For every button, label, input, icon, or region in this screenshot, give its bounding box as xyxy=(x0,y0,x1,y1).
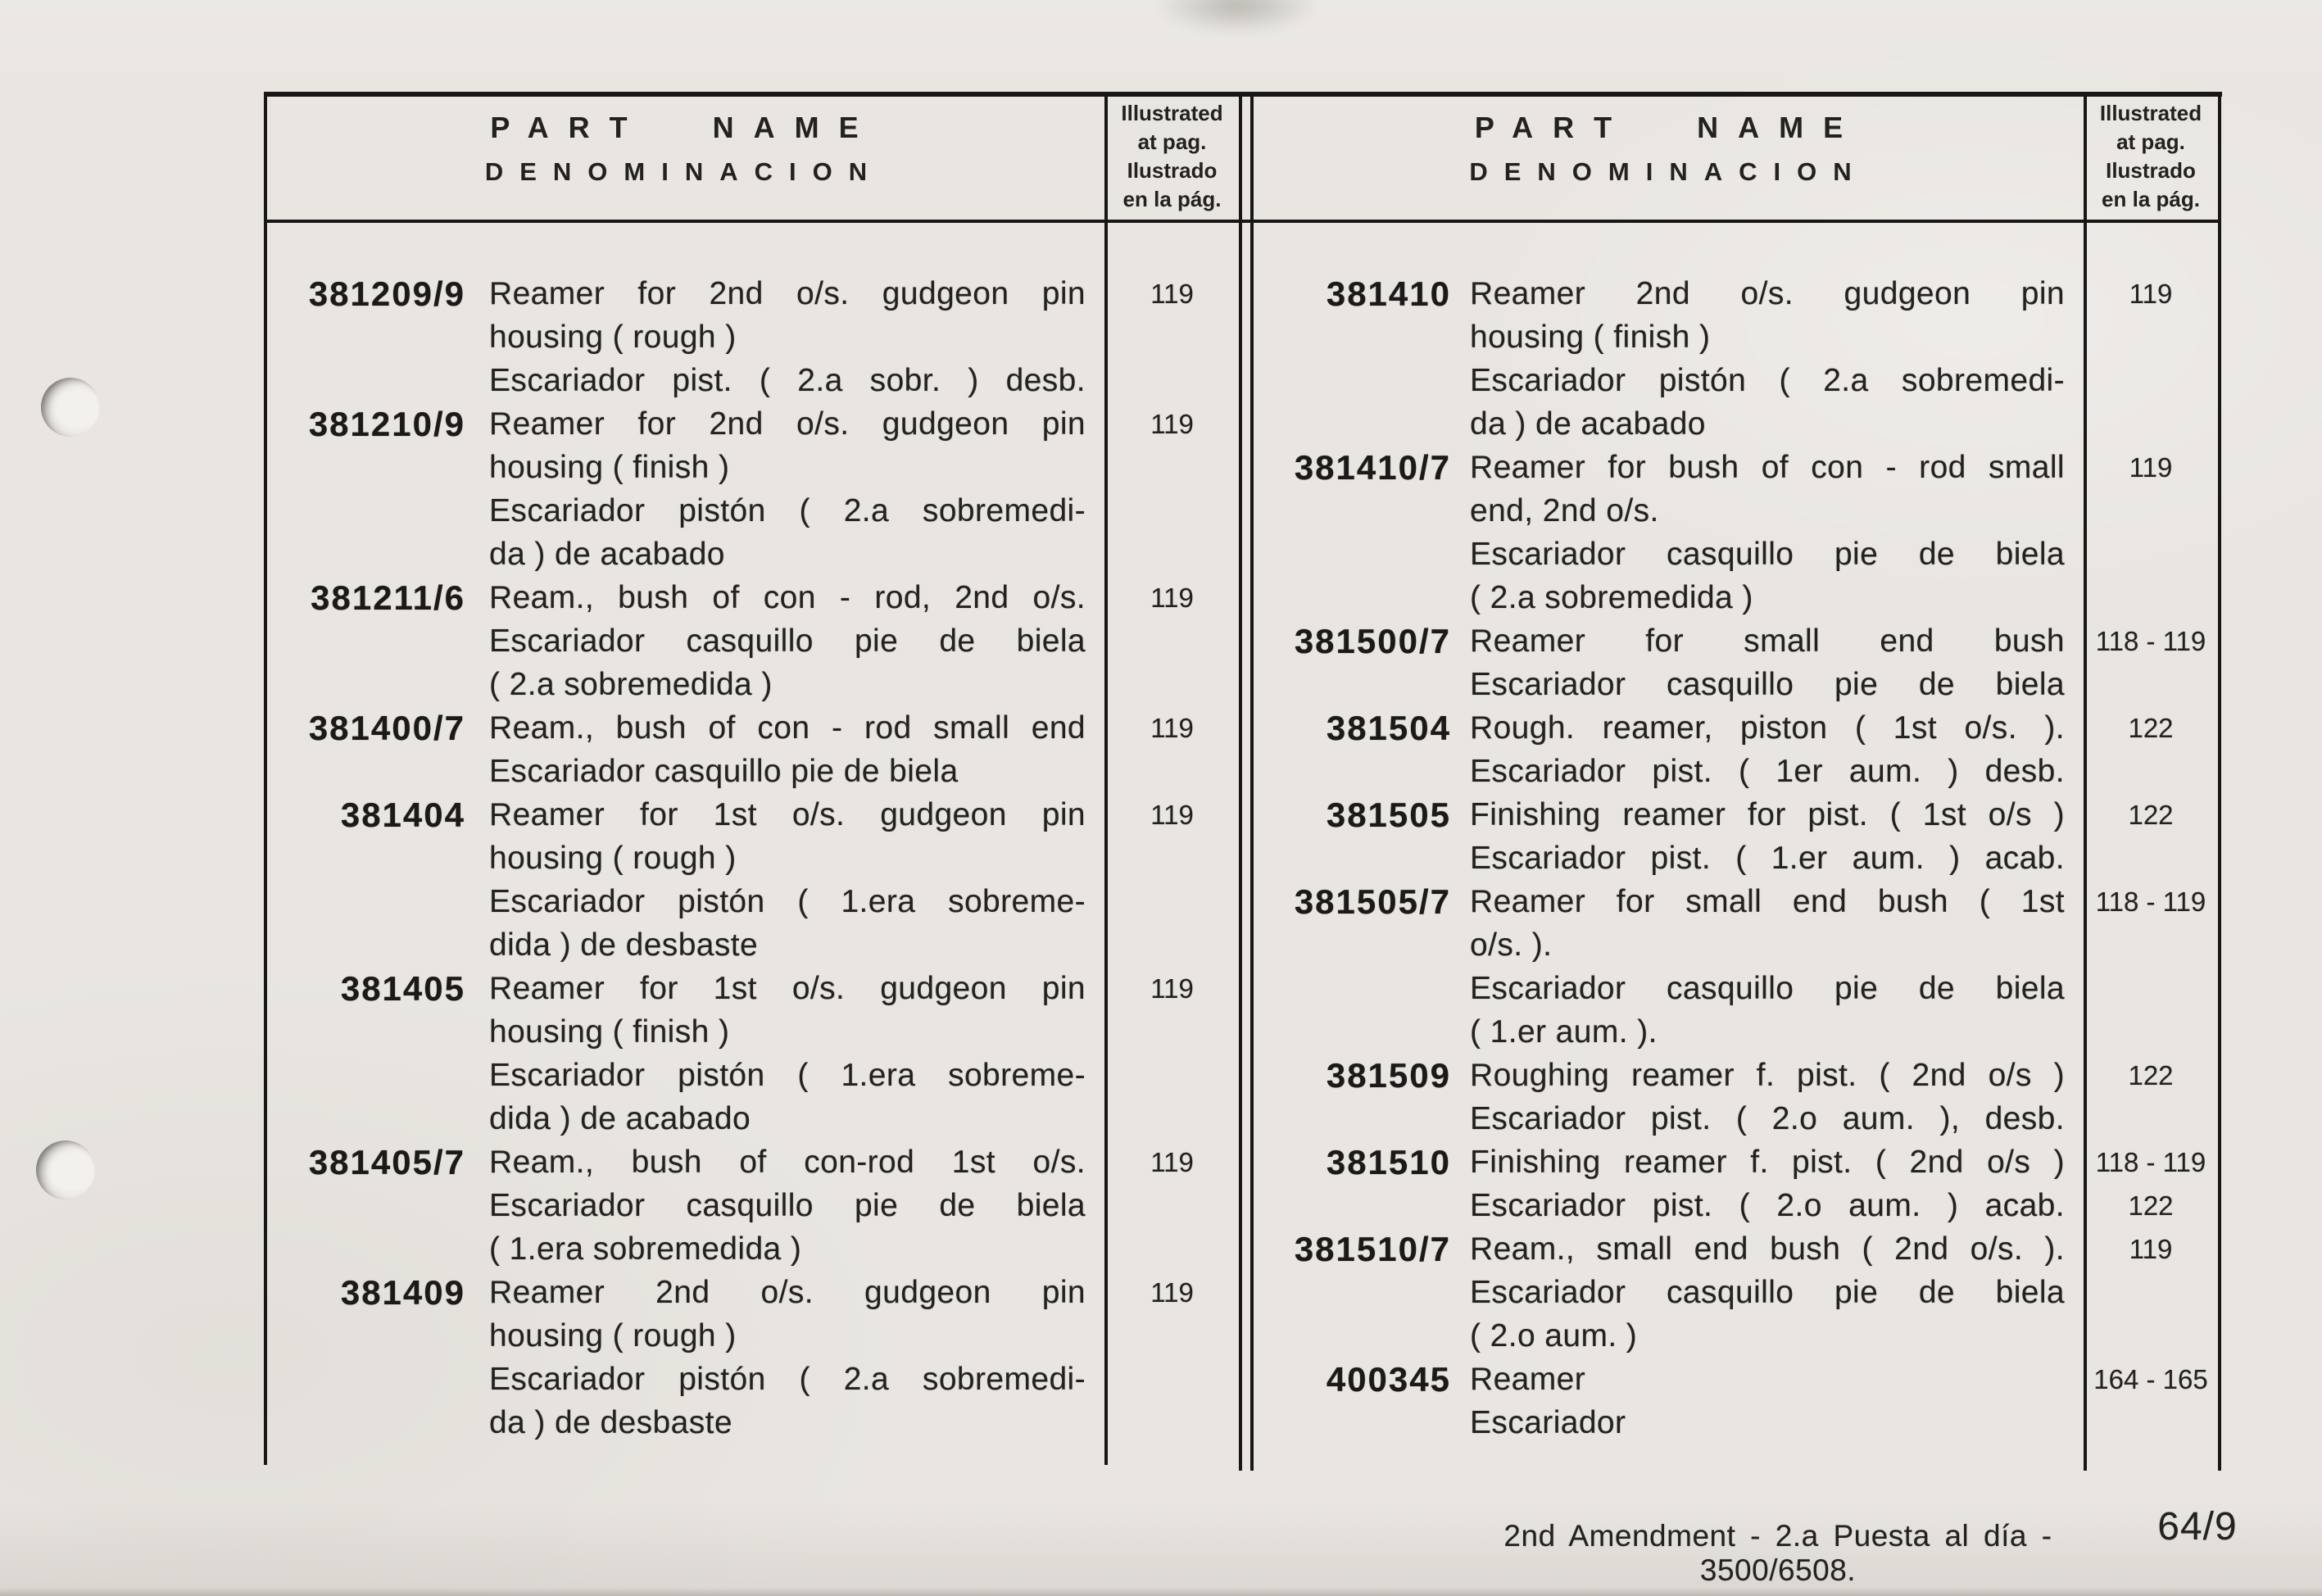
denominacion-label: DENOMINACION xyxy=(1469,157,1868,186)
illustrated-page-cell xyxy=(2084,1227,2218,1271)
part-description xyxy=(489,402,1086,576)
description-line: Reamer for small end bush ( 1st xyxy=(1470,884,2065,919)
table-row xyxy=(1254,1227,2218,1358)
description-line: Escariador casquillo pie de biela xyxy=(489,754,959,789)
description-line: Escariador xyxy=(1470,1405,1626,1440)
page-number-value: 119 xyxy=(2129,279,2173,309)
illustrated-page-cell xyxy=(1104,272,1240,315)
part-number: 381509 xyxy=(1326,1056,1451,1095)
description-line: da ) de acabado xyxy=(489,537,725,572)
page-number-value: 164 - 165 xyxy=(2093,1364,2208,1394)
part-name-label: PART NAME xyxy=(1474,111,1863,144)
description-line: Escariador pist. ( 2.o aum. ), desb. xyxy=(1470,1101,2065,1136)
illustrated-page-cell xyxy=(1104,402,1240,446)
table-row xyxy=(1254,880,2218,1054)
part-number: 381210/9 xyxy=(308,405,465,443)
scan-bottom-edge xyxy=(0,1588,2322,1596)
page-number-value: 118 - 119 xyxy=(2095,886,2206,917)
description-line: Escariador pist. ( 1.er aum. ) acab. xyxy=(1470,841,2065,876)
part-description xyxy=(1470,793,2065,880)
description-line: ( 2.a sobremedida ) xyxy=(489,667,773,702)
part-description xyxy=(489,1271,1086,1444)
part-description xyxy=(489,1140,1086,1271)
part-number: 381510/7 xyxy=(1294,1230,1451,1268)
description-line: housing ( rough ) xyxy=(489,1318,737,1353)
illustrated-page-cell xyxy=(1104,1140,1240,1184)
illustrated-page-cell xyxy=(2084,1140,2218,1227)
description-line: dida ) de acabado xyxy=(489,1101,751,1136)
illustrated-label: Illustrated xyxy=(2099,101,2202,125)
illustrated-page-cell xyxy=(2084,793,2218,837)
description-line: da ) de desbaste xyxy=(489,1405,732,1440)
at-pag-label: at pag. xyxy=(1137,129,1207,154)
header-underline xyxy=(264,220,2221,223)
illustrated-page-cell xyxy=(2084,880,2218,923)
description-line: da ) de acabado xyxy=(1470,406,1706,442)
description-line: Reamer for small end bush xyxy=(1470,623,2065,659)
description-line: Escariador casquillo pie de biela xyxy=(1470,971,2065,1006)
part-name-label: PART NAME xyxy=(490,111,878,144)
description-line: Reamer for 2nd o/s. gudgeon pin xyxy=(489,406,1086,442)
description-line: ( 2.a sobremedida ) xyxy=(1470,580,1753,615)
description-line: Reamer for 2nd o/s. gudgeon pin xyxy=(489,276,1086,311)
description-line: Escariador casquillo pie de biela xyxy=(489,1188,1086,1223)
page-number-value: 119 xyxy=(1150,1277,1194,1308)
part-description xyxy=(1470,706,2065,793)
part-description xyxy=(489,706,1086,793)
description-line: Rough. reamer, piston ( 1st o/s. ). xyxy=(1470,710,2065,746)
table-row xyxy=(264,1140,1240,1271)
illustrated-page-cell xyxy=(2084,706,2218,750)
table-row xyxy=(1254,1140,2218,1227)
illustrated-page-cell xyxy=(2084,1054,2218,1097)
description-line: housing ( finish ) xyxy=(1470,320,1711,355)
part-number: 381211/6 xyxy=(311,578,465,617)
part-description xyxy=(1470,1054,2065,1140)
page-number-value: 122 xyxy=(2128,800,2174,830)
part-number: 381410/7 xyxy=(1294,448,1451,487)
part-description xyxy=(1470,1227,2065,1358)
part-number: 381405 xyxy=(340,969,465,1008)
description-line: ( 1.era sobremedida ) xyxy=(489,1231,802,1267)
part-number: 381500/7 xyxy=(1294,622,1451,660)
table-row xyxy=(264,1271,1240,1444)
page-number-value: 119 xyxy=(1150,713,1194,743)
ilustrado-label: Ilustrado xyxy=(1127,158,1218,183)
part-number: 381209/9 xyxy=(308,274,465,313)
part-number: 381505/7 xyxy=(1294,882,1451,921)
part-number: 381409 xyxy=(340,1273,465,1312)
page-number-value: 119 xyxy=(1150,279,1194,309)
table-row xyxy=(1254,1358,2218,1444)
right-illustrated-header xyxy=(2084,99,2218,214)
illustrated-page-cell xyxy=(1104,1271,1240,1314)
page-number-value: 119 xyxy=(1150,583,1194,613)
illustrated-page-cell xyxy=(2084,1358,2218,1401)
description-line: housing ( finish ) xyxy=(489,1014,730,1050)
table-row xyxy=(264,967,1240,1140)
page-number-value: 119 xyxy=(1150,409,1194,439)
part-number: 381505 xyxy=(1326,796,1451,834)
illustrated-page-cell xyxy=(1104,576,1240,619)
left-part-name-header xyxy=(264,110,1104,188)
description-line: end, 2nd o/s. xyxy=(1470,493,1659,528)
left-parts-column xyxy=(264,272,1240,1444)
illustrated-page-cell xyxy=(2084,272,2218,315)
en-la-pag-label: en la pág. xyxy=(2102,187,2200,211)
description-line: housing ( finish ) xyxy=(489,450,730,485)
part-description xyxy=(1470,446,2065,619)
description-line: Escariador pist. ( 1er aum. ) desb. xyxy=(1470,754,2065,789)
description-line: housing ( rough ) xyxy=(489,320,737,355)
description-line: Escariador casquillo pie de biela xyxy=(489,623,1086,659)
description-line: Escariador pistón ( 1.era sobreme- xyxy=(489,1058,1086,1093)
table-top-border xyxy=(264,92,2222,97)
part-description xyxy=(489,576,1086,706)
description-line: Escariador pist. ( 2.a sobr. ) desb. xyxy=(489,363,1086,398)
description-line: Escariador casquillo pie de biela xyxy=(1470,1275,2065,1310)
scan-smudge xyxy=(1155,0,1319,34)
table-row xyxy=(1254,619,2218,706)
page-number-value: 122 xyxy=(2128,1190,2174,1221)
description-line: Reamer for bush of con - rod small xyxy=(1470,450,2065,485)
right-part-name-header xyxy=(1254,110,2084,188)
table-row xyxy=(1254,706,2218,793)
description-line: Reamer xyxy=(1470,1362,1586,1397)
description-line: Ream., bush of con - rod, 2nd o/s. xyxy=(489,580,1086,615)
illustrated-page-cell xyxy=(2084,446,2218,489)
part-number: 381410 xyxy=(1326,274,1451,313)
page-number-value: 122 xyxy=(2128,713,2174,743)
description-line: Ream., bush of con - rod small end xyxy=(489,710,1086,746)
part-description xyxy=(489,967,1086,1140)
part-number: 381400/7 xyxy=(308,709,465,747)
description-line: Reamer for 1st o/s. gudgeon pin xyxy=(489,971,1086,1006)
part-number: 400345 xyxy=(1326,1360,1451,1399)
denominacion-label: DENOMINACION xyxy=(484,157,884,186)
page-number-value: 119 xyxy=(1150,973,1194,1004)
table-row xyxy=(264,272,1240,402)
description-line: Roughing reamer f. pist. ( 2nd o/s ) xyxy=(1470,1058,2065,1093)
table-row xyxy=(264,402,1240,576)
part-description xyxy=(1470,1358,2065,1444)
part-description xyxy=(1470,272,2065,446)
part-number: 381510 xyxy=(1326,1143,1451,1181)
amendment-note: 2nd Amendment - 2.a Puesta al día - 3500/6508. xyxy=(1503,1519,2052,1587)
description-line: ( 2.o aum. ) xyxy=(1470,1318,1638,1353)
table-row xyxy=(264,706,1240,793)
description-line: Reamer for 1st o/s. gudgeon pin xyxy=(489,797,1086,832)
illustrated-page-cell xyxy=(1104,967,1240,1010)
description-line: Escariador pist. ( 2.o aum. ) acab. xyxy=(1470,1188,2065,1223)
punch-hole-bottom xyxy=(36,1140,95,1199)
illustrated-page-cell xyxy=(2084,619,2218,663)
illustrated-label: Illustrated xyxy=(1121,101,1223,125)
part-description xyxy=(489,793,1086,967)
description-line: Ream., bush of con-rod 1st o/s. xyxy=(489,1145,1086,1180)
description-line: dida ) de desbaste xyxy=(489,927,759,963)
illustrated-page-cell xyxy=(1104,793,1240,837)
description-line: Finishing reamer f. pist. ( 2nd o/s ) xyxy=(1470,1145,2065,1180)
page-number-value: 119 xyxy=(1150,800,1194,830)
part-number: 381504 xyxy=(1326,709,1451,747)
page-number-value: 119 xyxy=(2129,1234,2173,1264)
description-line: housing ( rough ) xyxy=(489,841,737,876)
description-line: Escariador casquillo pie de biela xyxy=(1470,537,2065,572)
description-line: Escariador casquillo pie de biela xyxy=(1470,667,2065,702)
illustrated-page-cell xyxy=(1104,706,1240,750)
part-number: 381405/7 xyxy=(308,1143,465,1181)
table-row xyxy=(1254,1054,2218,1140)
page-number-value: 118 - 119 xyxy=(2095,1147,2206,1177)
table-row xyxy=(1254,793,2218,880)
punch-hole-top xyxy=(41,378,100,437)
page-number-value: 118 - 119 xyxy=(2095,626,2206,656)
right-parts-column xyxy=(1254,272,2218,1444)
description-line: Escariador pistón ( 1.era sobreme- xyxy=(489,884,1086,919)
description-line: ( 1.er aum. ). xyxy=(1470,1014,1658,1050)
page-number: 64/9 xyxy=(2157,1505,2238,1548)
description-line: Ream., small end bush ( 2nd o/s. ). xyxy=(1470,1231,2065,1267)
ilustrado-label: Ilustrado xyxy=(2106,158,2196,183)
description-line: Escariador pistón ( 2.a sobremedi- xyxy=(489,493,1086,528)
part-description xyxy=(1470,880,2065,1054)
description-line: Reamer 2nd o/s. gudgeon pin xyxy=(489,1275,1086,1310)
page-number-value: 122 xyxy=(2128,1060,2174,1090)
part-description xyxy=(1470,619,2065,706)
page-number-value: 119 xyxy=(2129,452,2173,483)
en-la-pag-label: en la pág. xyxy=(1122,187,1222,211)
table-row xyxy=(264,793,1240,967)
part-number: 381404 xyxy=(340,796,465,834)
table-row xyxy=(1254,446,2218,619)
left-illustrated-header xyxy=(1104,99,1240,214)
description-line: Reamer 2nd o/s. gudgeon pin xyxy=(1470,276,2065,311)
description-line: Escariador pistón ( 2.a sobremedi- xyxy=(489,1362,1086,1397)
part-description xyxy=(1470,1140,2065,1227)
table-right-border xyxy=(2218,92,2221,1471)
description-line: o/s. ). xyxy=(1470,927,1553,963)
part-description xyxy=(489,272,1086,402)
description-line: Finishing reamer for pist. ( 1st o/s ) xyxy=(1470,797,2065,832)
table-row xyxy=(1254,272,2218,446)
description-line: Escariador pistón ( 2.a sobremedi- xyxy=(1470,363,2065,398)
table-row xyxy=(264,576,1240,706)
page-number-value: 119 xyxy=(1150,1147,1194,1177)
at-pag-label: at pag. xyxy=(2116,129,2185,154)
